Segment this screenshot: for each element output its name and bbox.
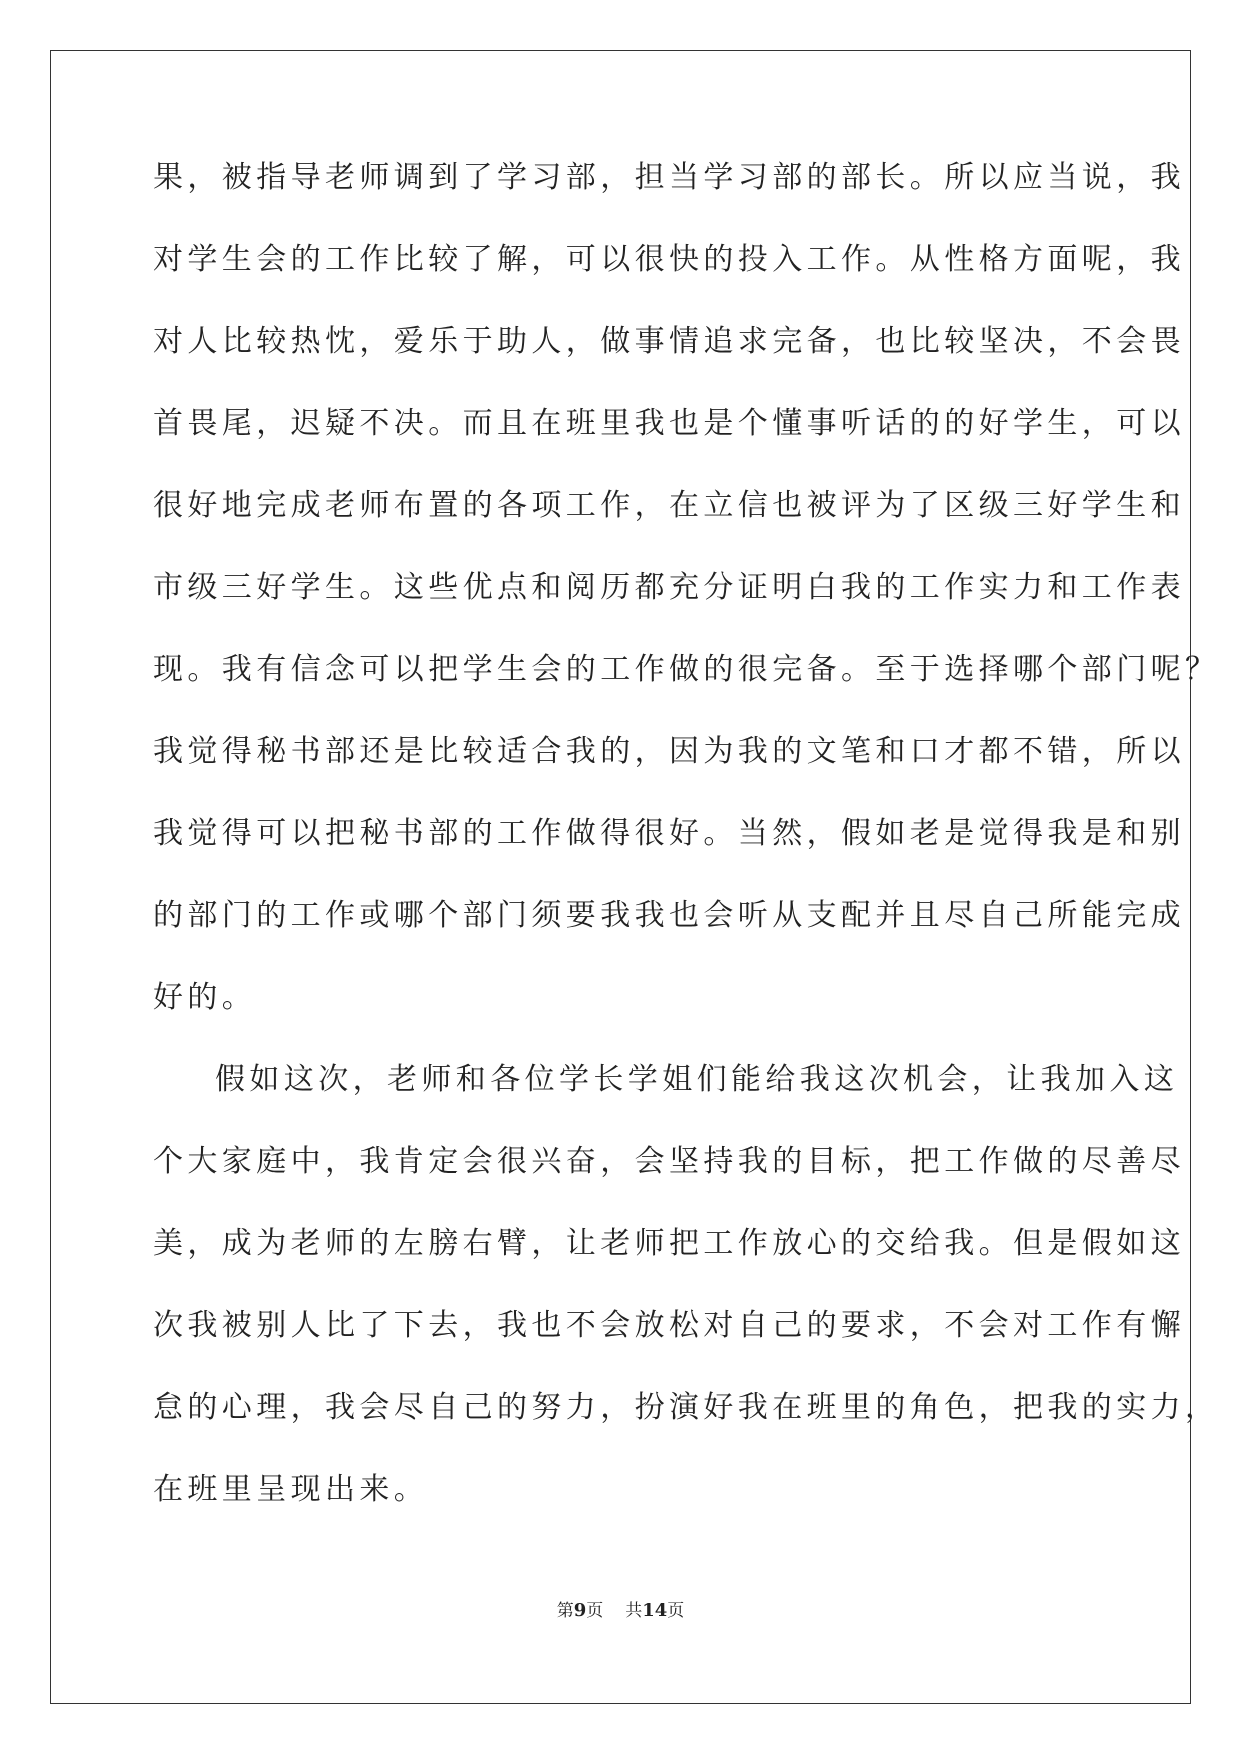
document-body xyxy=(153,158,1220,1552)
total-prefix: 共 xyxy=(625,1601,643,1621)
page-footer xyxy=(0,1596,1241,1621)
text-line-8: 我觉得秘书部还是比较适合我的，因为我的文笔和口才都不错，所以 xyxy=(153,734,1185,769)
text-line-5: 很好地完成老师布置的各项工作，在立信也被评为了区级三好学生和 xyxy=(153,488,1185,523)
text-line-7: 现。我有信念可以把学生会的工作做的很完备。至于选择哪个部门呢？ xyxy=(153,652,1220,687)
text-line-10: 的部门的工作或哪个部门须要我我也会听从支配并且尽自己所能完成 xyxy=(153,898,1185,933)
text-line-9: 我觉得可以把秘书部的工作做得很好。当然，假如老是觉得我是和别 xyxy=(153,816,1185,851)
text-line-3: 对人比较热忱，爱乐于助人，做事情追求完备，也比较坚决，不会畏 xyxy=(153,324,1185,359)
text-line-4: 首畏尾，迟疑不决。而且在班里我也是个懂事听话的的好学生，可以 xyxy=(153,406,1185,441)
page-prefix: 第 xyxy=(556,1601,574,1621)
text-line-14: 美，成为老师的左膀右臂，让老师把工作放心的交给我。但是假如这 xyxy=(153,1226,1185,1261)
text-line-17: 在班里呈现出来。 xyxy=(153,1472,429,1507)
text-line-1: 果，被指导老师调到了学习部，担当学习部的部长。所以应当说，我 xyxy=(153,160,1185,195)
text-line-13: 个大家庭中，我肯定会很兴奋，会坚持我的目标，把工作做的尽善尽 xyxy=(153,1144,1185,1179)
text-line-6: 市级三好学生。这些优点和阅历都充分证明白我的工作实力和工作表 xyxy=(153,570,1185,605)
page-total-number: 14 xyxy=(642,1600,668,1621)
page-suffix: 页 xyxy=(586,1601,604,1621)
text-line-11: 好的。 xyxy=(153,980,257,1015)
total-suffix: 页 xyxy=(667,1601,685,1621)
text-line-15: 次我被别人比了下去，我也不会放松对自己的要求，不会对工作有懈 xyxy=(153,1308,1185,1343)
text-line-16: 怠的心理，我会尽自己的努力，扮演好我在班里的角色，把我的实力， xyxy=(153,1390,1220,1425)
text-line-12: 假如这次，老师和各位学长学姐们能给我这次机会，让我加入这 xyxy=(215,1062,1179,1097)
page-current-number: 9 xyxy=(573,1600,587,1621)
text-line-2: 对学生会的工作比较了解，可以很快的投入工作。从性格方面呢，我 xyxy=(153,242,1185,277)
